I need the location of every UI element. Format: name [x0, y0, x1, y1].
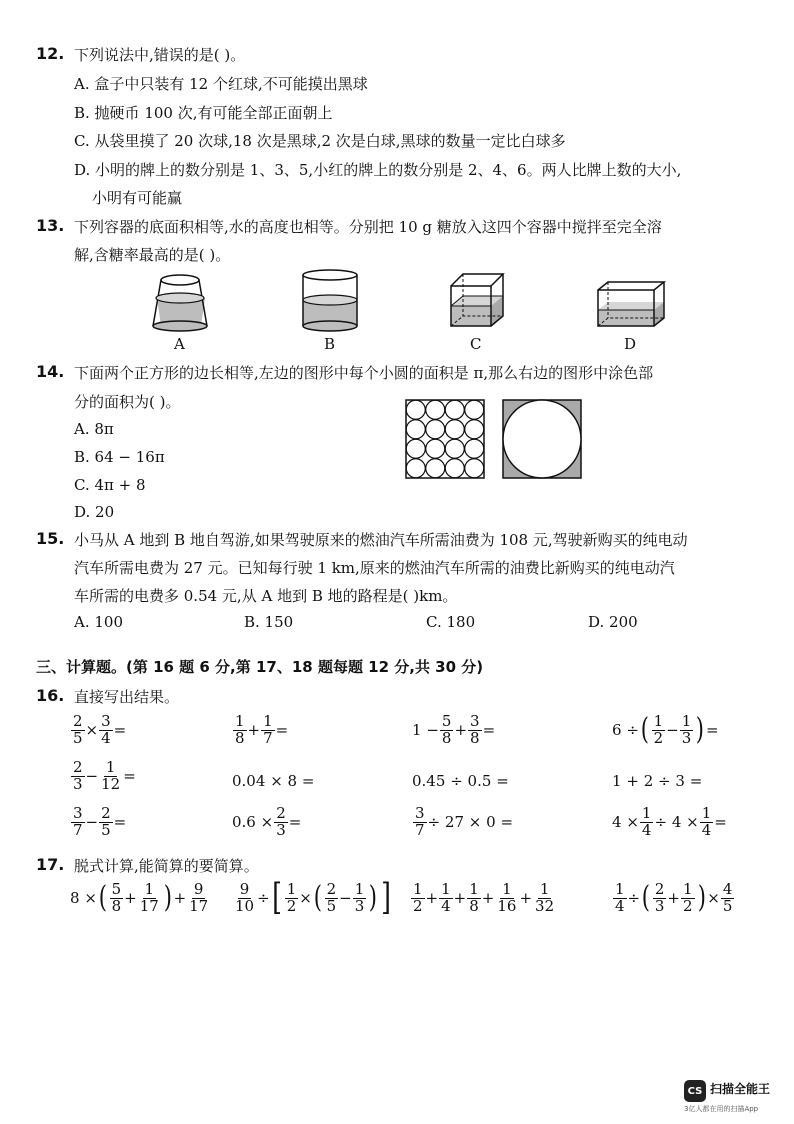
container-c-figure: [448, 270, 508, 330]
q14-option-d: D. 20: [74, 503, 115, 521]
q14-option-a: A. 8π: [74, 420, 114, 438]
q12-stem: 下列说法中,错误的是( )。: [74, 46, 246, 64]
q14-stem-2: 分的面积为( )。: [74, 393, 181, 411]
q15-line-1: 小马从 A 地到 B 地自驾游,如果驾驶原来的燃油汽车所需油费为 108 元,驾驶新购买的纯电动: [74, 531, 688, 549]
q16-expr-6: 0.04 × 8 =: [232, 772, 315, 790]
q15-line-3: 车所需的电费多 0.54 元,从 A 地到 B 地的路程是( )km。: [74, 587, 458, 605]
q17-expr-2: $\frac{9}{10}$ ÷ [ $\frac{1}{2}$ × ( $\frac{2}{5}$ − $\frac{1}{3}$ ) ]: [235, 877, 391, 918]
q17-expr-4: $\frac{1}{4}$ ÷ ( $\frac{2}{3}$ + $\frac{1}{2}$ ) × $\frac{4}{5}$: [615, 880, 733, 916]
q13-number: 13.: [36, 216, 65, 235]
q15-option-a: A. 100: [74, 613, 123, 631]
q13-stem-1: 下列容器的底面积相等,水的高度也相等。分别把 10 g 糖放入这四个容器中搅拌至完全溶: [74, 218, 662, 236]
q14-option-b: B. 64 − 16π: [74, 448, 165, 466]
q15-option-c: C. 180: [426, 613, 476, 631]
camscanner-logo-icon: CS: [684, 1080, 706, 1102]
q17-stem: 脱式计算,能简算的要简算。: [74, 857, 259, 875]
q16-expr-1: $\frac{2}{5}$ × $\frac{3}{4}$ =: [73, 712, 127, 747]
q16-expr-12: 4 × $\frac{1}{4}$ ÷ 4 × $\frac{1}{4}$ =: [612, 804, 727, 839]
q16-expr-4: 6 ÷ ( $\frac{1}{2}$ − $\frac{1}{3}$ ) =: [612, 712, 719, 748]
q12-option-d: D. 小明的牌上的数分别是 1、3、5,小红的牌上的数分别是 2、4、6。两人比牌上数的大小,: [74, 161, 682, 179]
container-d-label: D: [624, 335, 637, 353]
q16-expr-8: 1 + 2 ÷ 3 =: [612, 772, 703, 790]
q12-option-a: A. 盒子中只装有 12 个红球,不可能摸出黑球: [74, 75, 368, 93]
container-c-label: C: [470, 335, 482, 353]
q16-expr-9: $\frac{3}{7}$ − $\frac{2}{5}$ =: [73, 804, 127, 839]
container-b-figure: [300, 268, 360, 332]
q15-option-d: D. 200: [588, 613, 638, 631]
q16-expr-11: $\frac{3}{7}$ ÷ 27 × 0 =: [415, 804, 514, 839]
q15-number: 15.: [36, 529, 65, 548]
q16-expr-5: $\frac{2}{3}$ − $\frac{1}{12}$ =: [73, 758, 136, 793]
q15-option-b: B. 150: [244, 613, 294, 631]
q12-number: 12.: [36, 44, 65, 63]
q14-number: 14.: [36, 362, 65, 381]
q16-expr-3: 1 − $\frac{5}{8}$ + $\frac{3}{8}$ =: [412, 712, 496, 747]
q16-expr-2: $\frac{1}{8}$ + $\frac{1}{7}$ =: [235, 712, 289, 747]
q14-stem-1: 下面两个正方形的边长相等,左边的图形中每个小圆的面积是 π,那么右边的图形中涂色部: [74, 364, 654, 382]
footer-tagline: 3亿人都在用的扫描App: [684, 1105, 759, 1113]
q12-option-b: B. 抛硬币 100 次,有可能全部正面朝上: [74, 104, 333, 122]
q16-expr-7: 0.45 ÷ 0.5 =: [412, 772, 509, 790]
container-a-figure: [150, 270, 210, 332]
q16-stem: 直接写出结果。: [74, 688, 180, 706]
q16-expr-10: 0.6 × $\frac{2}{3}$ =: [232, 804, 302, 839]
container-d-figure: [596, 278, 668, 330]
q12-option-c: C. 从袋里摸了 20 次球,18 次是黑球,2 次是白球,黑球的数量一定比白球多: [74, 132, 566, 150]
q14-option-c: C. 4π + 8: [74, 476, 146, 494]
section-3-title: 三、计算题。(第 16 题 6 分,第 17、18 题每题 12 分,共 30 分): [36, 658, 484, 676]
q15-line-2: 汽车所需电费为 27 元。已知每行驶 1 km,原来的燃油汽车所需的油费比新购买的纯电动汽: [74, 559, 675, 577]
square-with-big-circle-figure: [502, 399, 582, 479]
q16-number: 16.: [36, 686, 65, 705]
container-b-label: B: [324, 335, 336, 353]
q13-stem-2: 解,含糖率最高的是( )。: [74, 246, 231, 264]
footer-brand: 扫描全能王: [710, 1082, 771, 1096]
q17-expr-1: 8 × ( $\frac{5}{8}$ + $\frac{1}{17}$ ) + $\frac{9}{17}$: [70, 880, 209, 916]
container-a-label: A: [174, 335, 185, 353]
q17-number: 17.: [36, 855, 65, 874]
q12-option-d-cont: 小明有可能赢: [92, 189, 183, 207]
q17-expr-3: $\frac{1}{2}$ + $\frac{1}{4}$ + $\frac{1}{8}$ + $\frac{1}{16}$ + $\frac{1}{32}$: [413, 880, 555, 915]
square-with-small-circles-figure: [405, 399, 485, 479]
